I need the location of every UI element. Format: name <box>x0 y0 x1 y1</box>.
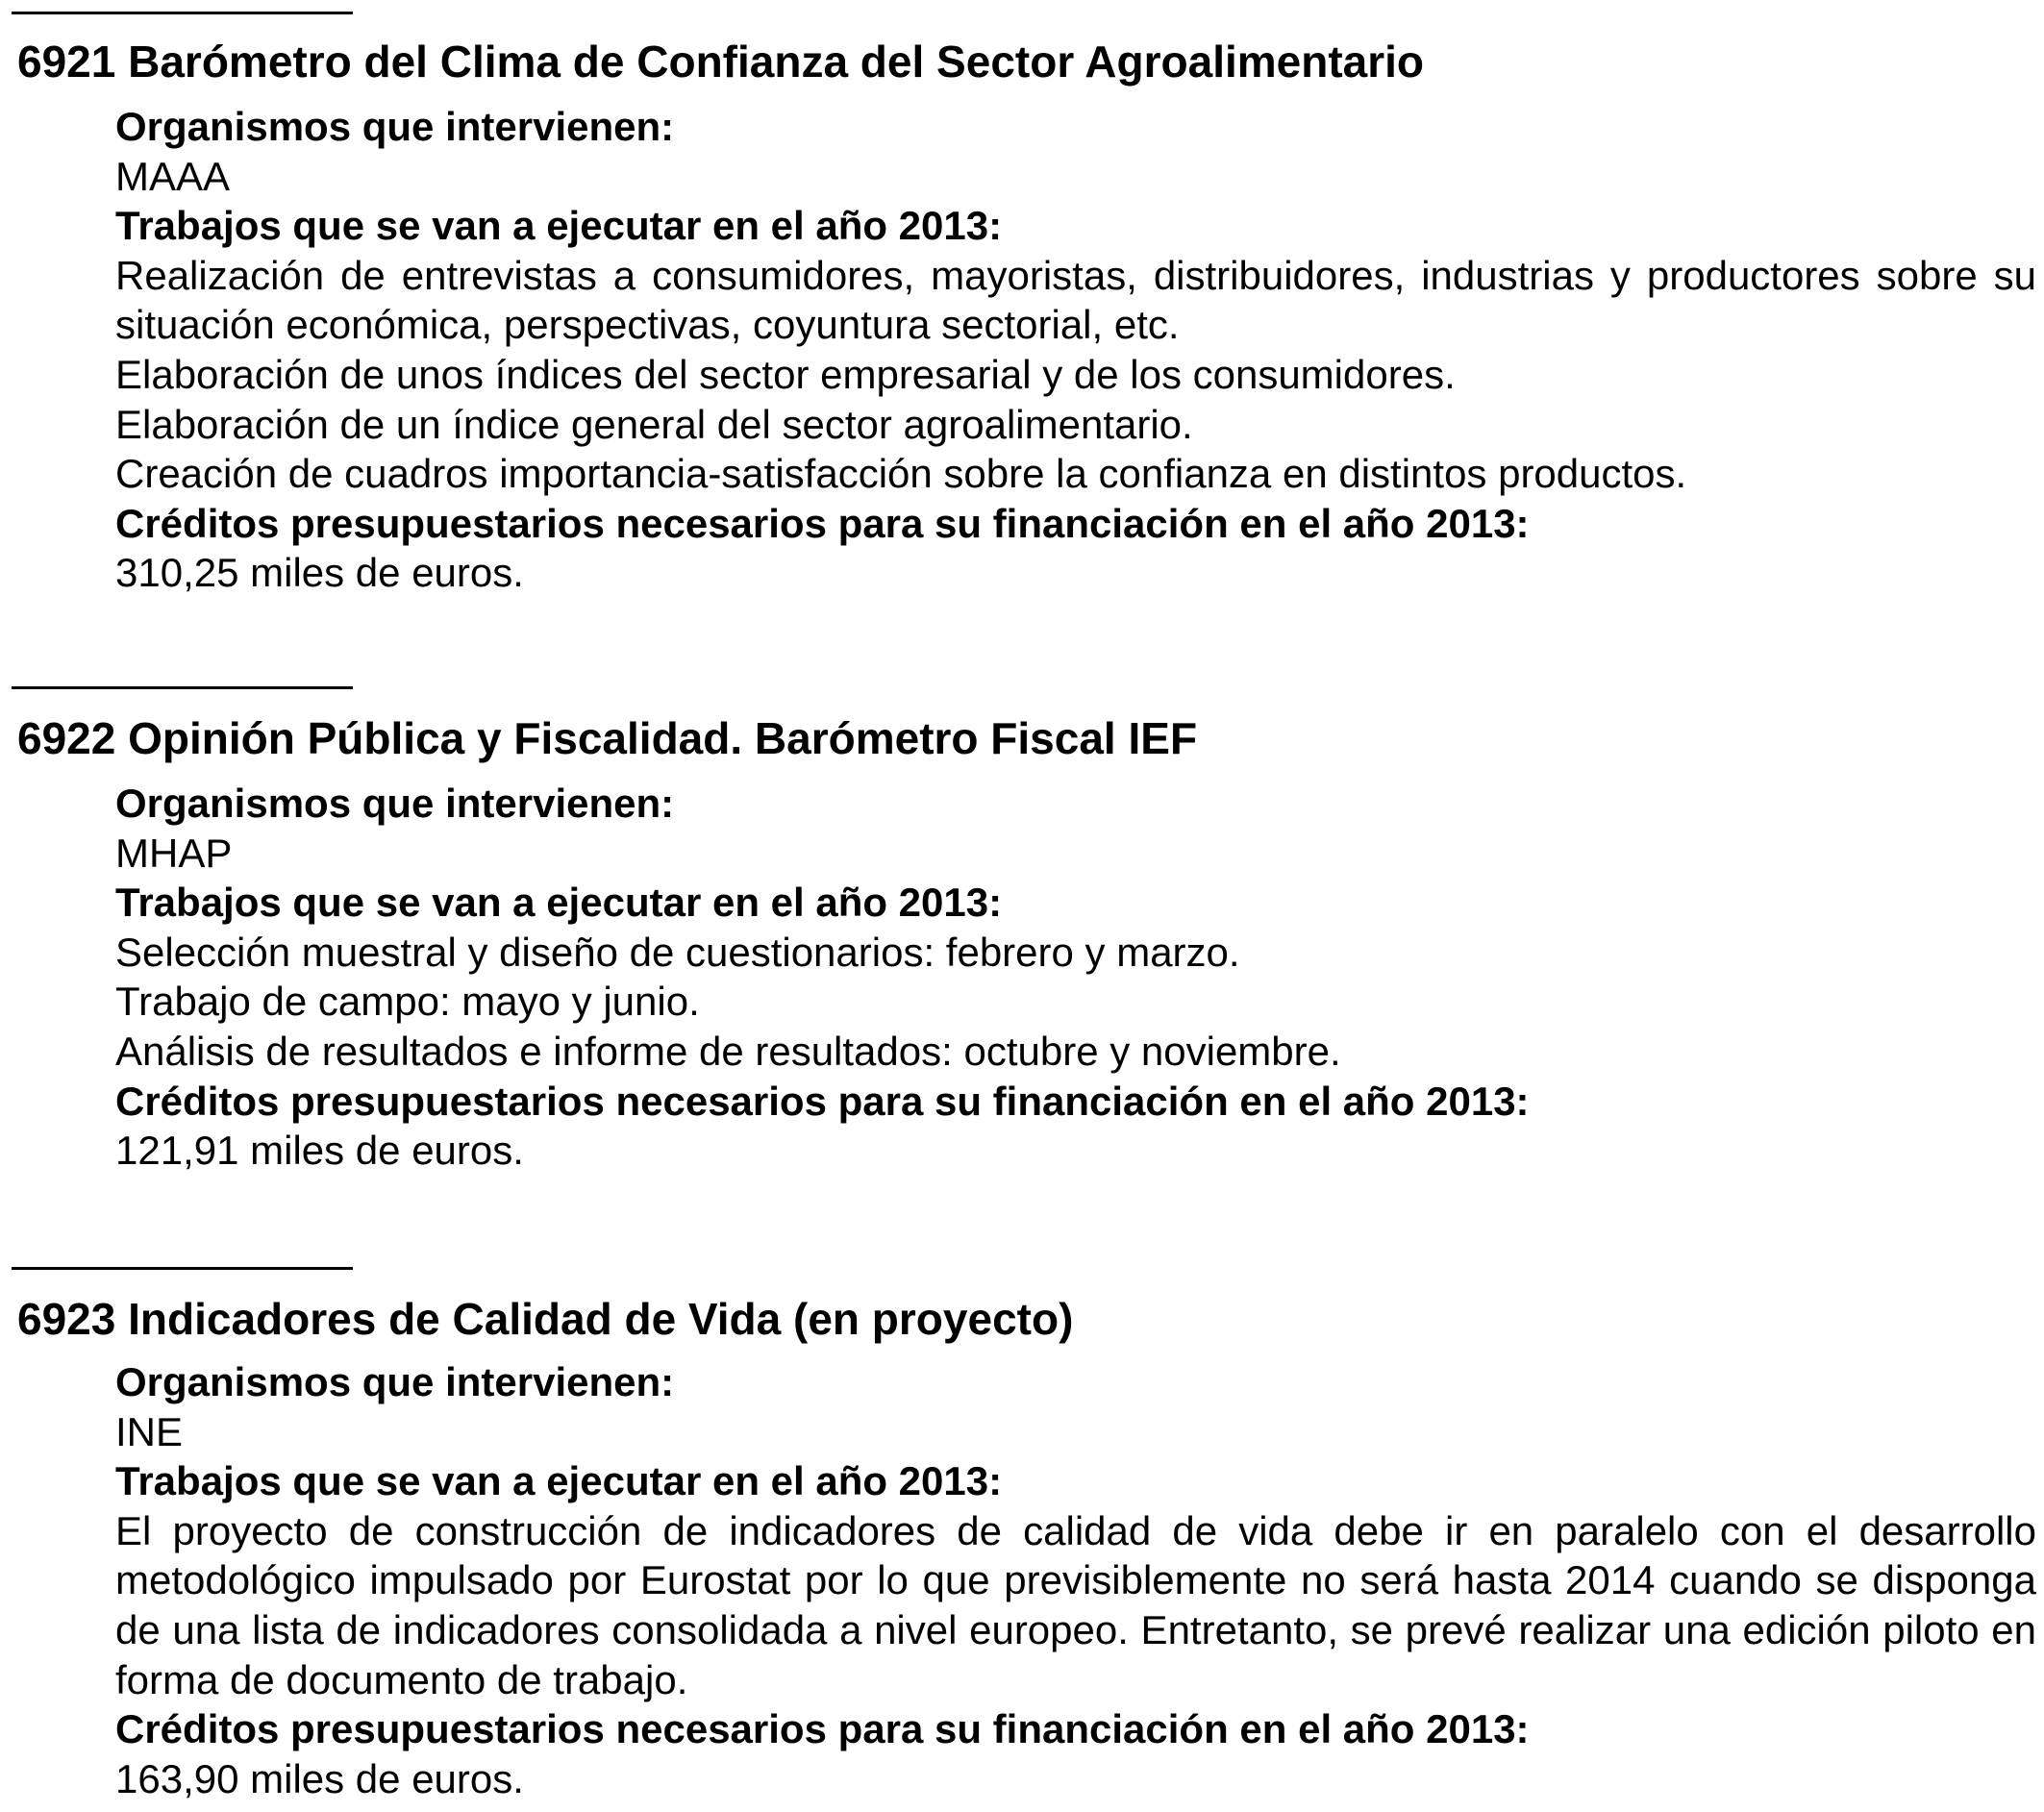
organismos-label: Organismos que intervienen: <box>115 104 675 149</box>
organismos-value: MAAA <box>115 153 231 199</box>
creditos-value: 163,90 miles de euros. <box>115 1755 524 1801</box>
trabajo-item: Selección muestral y diseño de cuestionarios: febrero y marzo. <box>115 929 1240 975</box>
trabajos-label: Trabajos que se van a ejecutar en el año 2013: <box>115 1458 1003 1504</box>
trabajo-item: El proyecto de construcción de indicadores de calidad de vida debe ir en paralelo con el desarrollo metodológico impulsado por Eurostat por lo que previsiblemente no será hasta 2014 cuando se disponga de una lista de indicadores consolidada a nivel europeo. Entretanto, se prevé realizar una edición piloto en forma de documento de trabajo. <box>115 1507 2036 1702</box>
section-title: 6921 Barómetro del Clima de Confianza del Sector Agroalimentario <box>17 37 1425 87</box>
creditos-value: 310,25 miles de euros. <box>115 550 524 596</box>
creditos-label: Créditos presupuestarios necesarios para su financiación en el año 2013: <box>115 1706 1530 1752</box>
organismos-label: Organismos que intervienen: <box>115 781 675 826</box>
section-body <box>115 102 2036 598</box>
trabajos-label: Trabajos que se van a ejecutar en el año 2013: <box>115 203 1003 249</box>
trabajo-item: Realización de entrevistas a consumidores, mayoristas, distribuidores, industrias y productores sobre su situación económica, perspectivas, coyuntura sectorial, etc. <box>115 252 2036 348</box>
section-body <box>115 1357 2036 1803</box>
section-divider <box>12 12 353 14</box>
section-body <box>115 779 2036 1176</box>
trabajo-item: Elaboración de un índice general del sector agroalimentario. <box>115 401 1193 447</box>
creditos-value: 121,91 miles de euros. <box>115 1128 524 1174</box>
creditos-label: Créditos presupuestarios necesarios para su financiación en el año 2013: <box>115 1078 1530 1124</box>
organismos-value: MHAP <box>115 830 233 876</box>
trabajo-item: Elaboración de unos índices del sector empresarial y de los consumidores. <box>115 351 1456 397</box>
organismos-value: INE <box>115 1408 184 1454</box>
trabajos-label: Trabajos que se van a ejecutar en el año 2013: <box>115 880 1003 926</box>
section-title: 6922 Opinión Pública y Fiscalidad. Barómetro Fiscal IEF <box>17 713 1198 763</box>
trabajo-item: Análisis de resultados e informe de resultados: octubre y noviembre. <box>115 1028 1341 1074</box>
trabajo-item: Creación de cuadros importancia-satisfacción sobre la confianza en distintos productos. <box>115 451 1687 497</box>
organismos-label: Organismos que intervienen: <box>115 1359 675 1404</box>
trabajo-item: Trabajo de campo: mayo y junio. <box>115 979 700 1025</box>
section-title: 6923 Indicadores de Calidad de Vida (en proyecto) <box>17 1294 1074 1344</box>
creditos-label: Créditos presupuestarios necesarios para su financiación en el año 2013: <box>115 500 1530 546</box>
section-divider <box>12 1267 353 1270</box>
section-divider <box>12 686 353 689</box>
